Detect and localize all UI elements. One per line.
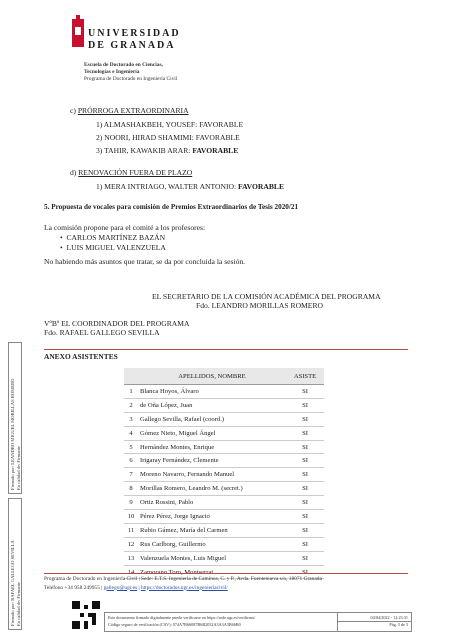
- school-line3: Programa de Doctorado en Ingeniería Civil: [84, 76, 178, 82]
- csv-code: Código seguro de verificación (CSV): 074A7B66087B6B2032A3A3A3B66B0: [108, 622, 241, 627]
- annex-title: ANEXO ASISTENTES: [44, 352, 118, 361]
- attendance-value: SI: [286, 412, 324, 426]
- footer-contact: Teléfono +34 958 249955 | gallego@ugr.es | https://doctorados.ugr.es/ingenieriacivil/: [44, 584, 228, 591]
- table-row: [124, 482, 324, 496]
- attendee-name: Moreno Navarro, Fernando Manuel: [138, 468, 286, 482]
- section-5-intro: La comisión propone para el comité a los profesores:: [44, 223, 206, 232]
- attendee-name: Zamorano Toro, Montserrat: [138, 565, 286, 579]
- table-row: [124, 537, 324, 551]
- stamp-2-line1: Firmado por: RAFAEL GALLEGO SEVILLA: [10, 540, 15, 626]
- section-d-title: d) RENOVACIÓN FUERA DE PLAZO: [70, 168, 193, 177]
- divider: [44, 349, 408, 350]
- table-row: [124, 426, 324, 440]
- row-number: 3: [124, 412, 138, 426]
- email-link[interactable]: gallego@ugr.es: [103, 584, 138, 591]
- table-row: [124, 412, 324, 426]
- row-number: 1: [124, 385, 138, 399]
- table-header-row: [124, 368, 324, 385]
- attendance-table: [124, 368, 324, 579]
- attendance-value: SI: [286, 468, 324, 482]
- verification-url-text: Este documento firmado digitalmente puede verificarse en https://sede.ugr.es/verifirma/: [108, 615, 255, 620]
- row-number: 6: [124, 454, 138, 468]
- column-header: APELLIDOS, NOMBRE: [138, 368, 286, 385]
- row-number: 11: [124, 523, 138, 537]
- signature-date: 04/04/2022 - 12:23:31: [370, 615, 408, 620]
- university-name-line1: UNIVERSIDAD: [88, 28, 181, 39]
- column-header: [124, 368, 138, 385]
- stamp-2-line2: En calidad de: Firmante: [16, 581, 21, 626]
- attendee-name: de Oña López, Juan: [138, 398, 286, 412]
- footer: [44, 575, 322, 592]
- table-row: [124, 454, 324, 468]
- row-number: 4: [124, 426, 138, 440]
- row-number: 12: [124, 537, 138, 551]
- attendee-name: Ortiz Rossini, Pablo: [138, 496, 286, 510]
- attendance-value: SI: [286, 398, 324, 412]
- list-item: • CARLOS MARTÍNEZ BAZÁN: [60, 233, 166, 242]
- footer-divider: [44, 573, 408, 574]
- row-number: 7: [124, 468, 138, 482]
- attendee-name: Valenzuela Montes, Luis Miguel: [138, 551, 286, 565]
- attendee-name: Gallego Sevilla, Rafael (coord.): [138, 412, 286, 426]
- attendee-name: Pérez Pérez, Jorge Ignacio: [138, 510, 286, 524]
- secretary-name: Fdo. LEANDRO MORILLAS ROMERO: [196, 301, 323, 310]
- row-number: 13: [124, 551, 138, 565]
- table-row: [124, 440, 324, 454]
- page-number: Pág. 3 de 3: [389, 622, 408, 627]
- qr-code-icon: [72, 601, 100, 629]
- list-item: • LUIS MIGUEL VALENZUELA: [60, 243, 166, 252]
- attendance-value: SI: [286, 426, 324, 440]
- coordinator-title: VºBº EL COORDINADOR DEL PROGRAMA: [44, 319, 190, 328]
- section-c-item: 3) TAHIR, KAWAKIB ARAR: FAVORABLE: [96, 146, 239, 155]
- verification-box: [104, 612, 412, 632]
- attendance-value: SI: [286, 454, 324, 468]
- table-row: [124, 385, 324, 399]
- attendee-name: Hernández Montes, Enrique: [138, 440, 286, 454]
- attendee-name: Rubio Gámez, María del Carmen: [138, 523, 286, 537]
- website-link[interactable]: https://doctorados.ugr.es/ingenieriacivil/: [140, 584, 228, 591]
- attendee-name: Irigaray Fernández, Clemente: [138, 454, 286, 468]
- attendance-value: SI: [286, 482, 324, 496]
- section-5-heading: 5. Propuesta de vocales para comisión de Premios Extraordinarios de Tesis 2020/21: [44, 203, 299, 211]
- closing-text: No habiendo más asuntos que tratar, se da por concluida la sesión.: [44, 257, 246, 266]
- attendance-value: SI: [286, 565, 324, 579]
- attendance-value: SI: [286, 440, 324, 454]
- row-number: 5: [124, 440, 138, 454]
- university-name-line2: DE GRANADA: [88, 40, 176, 51]
- crest-icon: [70, 15, 86, 51]
- attendance-value: SI: [286, 537, 324, 551]
- row-number: 2: [124, 398, 138, 412]
- row-number: 10: [124, 510, 138, 524]
- attendee-name: Blanca Hoyos, Álvaro: [138, 385, 286, 399]
- school-line2: Tecnologías e Ingeniería: [84, 69, 140, 75]
- section-c-item: 1) ALMASHAKBEH, YOUSEF: FAVORABLE: [96, 120, 244, 129]
- table-row: [124, 510, 324, 524]
- school-line1: Escuela de Doctorado en Ciencias,: [84, 62, 163, 68]
- attendance-value: SI: [286, 385, 324, 399]
- attendee-name: Gómez Nieto, Miguel Ángel: [138, 426, 286, 440]
- footer-address: Programa de Doctorado en Ingeniería Civil | Sede: E.T.S. Ingeniería de Caminos, C. y P., Avda. Fuentenueva s/n, 18071 Granada: [44, 576, 322, 582]
- table-row: [124, 523, 324, 537]
- table-row: [124, 551, 324, 565]
- table-row: [124, 398, 324, 412]
- secretary-title: EL SECRETARIO DE LA COMISIÓN ACADÉMICA DEL PROGRAMA: [152, 292, 381, 301]
- attendance-value: SI: [286, 496, 324, 510]
- attendance-value: SI: [286, 523, 324, 537]
- coordinator-name: Fdo. RAFAEL GALLEGO SEVILLA: [44, 328, 160, 337]
- row-number: 9: [124, 496, 138, 510]
- attendee-name: Rus Carlborg, Guillermo: [138, 537, 286, 551]
- stamp-1-line1: Firmado por: LEANDRO MIGUEL MORILLAS ROMERO: [10, 378, 15, 490]
- table-row: [124, 496, 324, 510]
- column-header: ASISTE: [286, 368, 324, 385]
- university-logo: [70, 15, 180, 55]
- row-number: 14: [124, 565, 138, 579]
- attendance-value: SI: [286, 551, 324, 565]
- section-c-item: 2) NOORI, HIRAD SHAMIMI: FAVORABLE: [96, 133, 240, 142]
- section-c-title: c) PRÓRROGA EXTRAORDINARIA: [70, 106, 189, 115]
- section-d-item: 1) MERA INTRIAGO, WALTER ANTONIO: FAVORABLE: [96, 182, 285, 191]
- stamp-1-line2: En calidad de: Firmante: [16, 445, 21, 490]
- attendance-value: SI: [286, 510, 324, 524]
- table-row: [124, 468, 324, 482]
- attendee-name: Morillas Romero, Leandro M. (secret.): [138, 482, 286, 496]
- school-name: [84, 62, 177, 83]
- row-number: 8: [124, 482, 138, 496]
